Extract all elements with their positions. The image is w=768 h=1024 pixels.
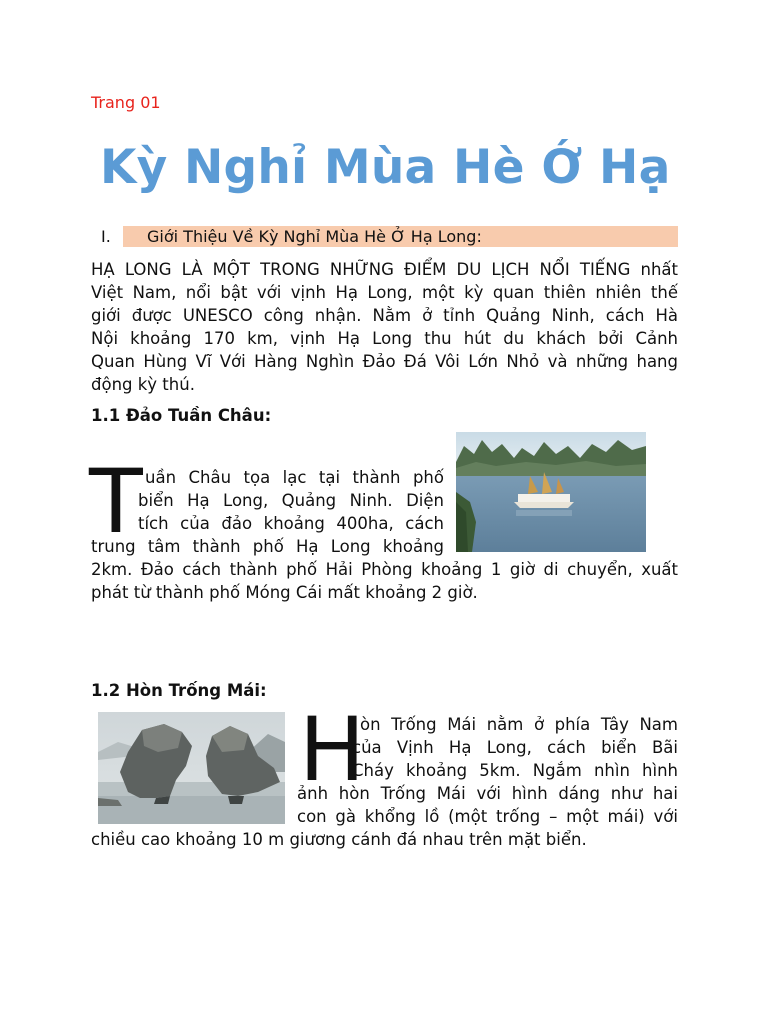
trong-mai-line: òn Trống Mái nằm ở phía Tây Nam	[360, 715, 678, 734]
tuan-chau-line: trung tâm thành phố Hạ Long khoảng	[91, 537, 444, 556]
trong-mai-line: chiều cao khoảng 10 m giương cánh đá nhau trên mặt biển.	[91, 830, 587, 849]
intro-line: Quan Hùng Vĩ Với Hàng Nghìn Đảo Đá Vôi Lớn Nhỏ và những hang	[91, 352, 678, 371]
rock-islets-image	[98, 712, 285, 824]
trong-mai-line: ảnh hòn Trống Mái với hình dáng như hai	[297, 784, 678, 803]
bay-boat-image	[456, 432, 646, 552]
tuan-chau-line: uần Châu tọa lạc tại thành phố	[145, 468, 444, 487]
trong-mai-line: của Vịnh Hạ Long, cách biển Bãi	[352, 738, 678, 757]
intro-line: HẠ LONG LÀ MỘT TRONG NHỮNG ĐIỂM DU LỊCH NỔI TIẾNG nhất	[91, 260, 678, 279]
tuan-chau-line: biển Hạ Long, Quảng Ninh. Diện	[138, 491, 444, 510]
trong-mai-line: con gà khổng lồ (một trống – một mái) với	[297, 807, 678, 826]
intro-line: Việt Nam, nổi bật với vịnh Hạ Long, một kỳ quan thiên nhiên thế	[91, 283, 678, 302]
tuan-chau-line: tích của đảo khoảng 400ha, cách	[138, 514, 444, 533]
tuan-chau-photo	[456, 432, 646, 552]
section-heading-text: Giới Thiệu Về Kỳ Nghỉ Mùa Hè Ở Hạ Long:	[123, 226, 678, 247]
document-title: Kỳ Nghỉ Mùa Hè Ớ Hạ	[100, 140, 671, 195]
drop-cap-h: H	[299, 698, 366, 801]
subheading-trong-mai: 1.2 Hòn Trống Mái:	[91, 681, 267, 700]
intro-line: Nội khoảng 170 km, vịnh Hạ Long thu hút du khách bởi Cảnh	[91, 329, 678, 348]
page-label: Trang 01	[91, 93, 161, 112]
intro-line: giới được UNESCO công nhận. Nằm ở tỉnh Quảng Ninh, cách Hà	[91, 306, 678, 325]
trong-mai-photo	[98, 712, 285, 824]
section-heading	[91, 225, 678, 247]
intro-line: động kỳ thú.	[91, 375, 195, 394]
section-number: I.	[101, 226, 111, 246]
drop-cap-t: T	[89, 450, 143, 553]
trong-mai-line: Cháy khoảng 5km. Ngắm nhìn hình	[352, 761, 678, 780]
tuan-chau-line: phát từ thành phố Móng Cái mất khoảng 2 giờ.	[91, 583, 478, 602]
tuan-chau-line: 2km. Đảo cách thành phố Hải Phòng khoảng 1 giờ di chuyển, xuất	[91, 560, 678, 579]
subheading-tuan-chau: 1.1 Đảo Tuần Châu:	[91, 406, 272, 425]
